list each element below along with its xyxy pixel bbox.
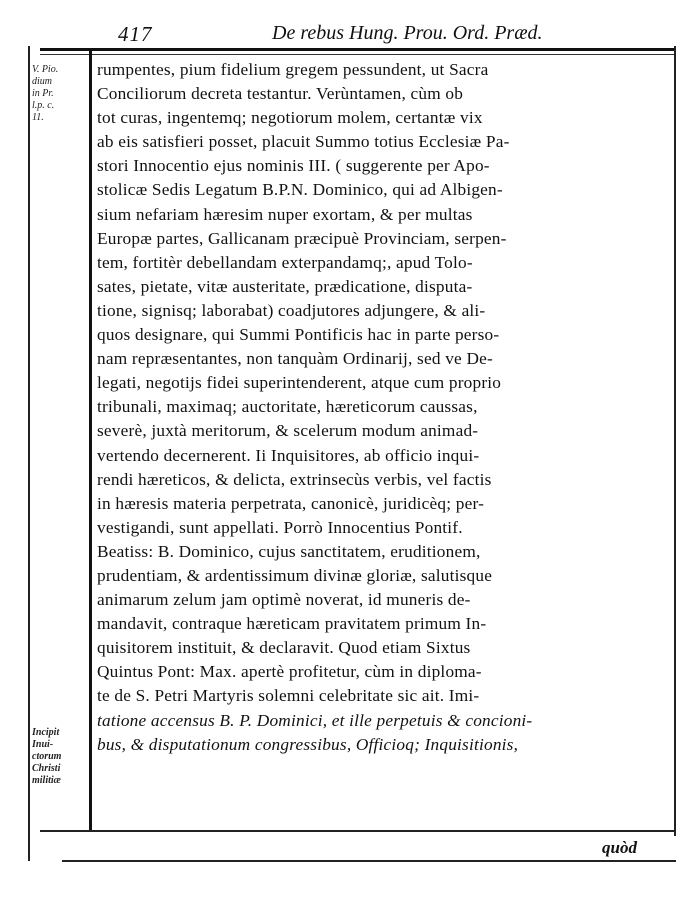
right-frame-rule xyxy=(674,46,676,836)
side-note-line: 11. xyxy=(32,112,44,123)
header-rule xyxy=(40,48,674,51)
text-line: Quintus Pont: Max. apertè profitetur, cùm in diploma- xyxy=(97,662,482,682)
catchword: quòd xyxy=(602,838,637,857)
text-line: Europæ partes, Gallicanam præcipuè Provinciam, serpen- xyxy=(97,228,507,248)
text-line: nam repræsentantes, non tanquàm Ordinarij, sed ve De- xyxy=(97,349,493,369)
text-line: vertendo decernerent. Ii Inquisitores, ab officio inqui- xyxy=(97,445,480,465)
text-line: mandavit, contraque hæreticam pravitatem primum In- xyxy=(97,614,487,634)
text-line: legati, negotijs fidei superintenderent, atque cum proprio xyxy=(97,373,502,393)
text-line: rendi hæreticos, & delicta, extrinsecùs verbis, vel factis xyxy=(97,469,492,489)
text-line: tot curas, ingentemq; negotiorum molem, certantæ vix xyxy=(97,108,483,128)
side-note-line: l.p. c. xyxy=(32,100,55,111)
side-note-incipit xyxy=(32,727,86,787)
body-text xyxy=(97,58,672,757)
left-frame-rule xyxy=(28,46,30,861)
text-line-italic: tatione accensus B. P. Dominici, et ille perpetuis & concioni- xyxy=(97,710,533,730)
running-title: De rebus Hung. Prou. Ord. Præd. xyxy=(272,22,543,44)
text-line: sates, pietate, vitæ austeritate, prædicatione, disputa- xyxy=(97,276,473,296)
text-line: animarum zelum jam optimè noverat, id muneris de- xyxy=(97,590,471,610)
page-number: 417 xyxy=(118,22,153,46)
side-note-line: in Pr. xyxy=(32,88,54,99)
text-line: ab eis satisfieri posset, placuit Summo totius Ecclesiæ Pa- xyxy=(97,132,510,152)
text-line: prudentiam, & ardentissimum divinæ gloriæ, salutisque xyxy=(97,565,493,585)
text-line: te de S. Petri Martyris solemni celebritate sic ait. Imi- xyxy=(97,686,480,706)
text-line-italic: bus, & disputationum congressibus, Officioq; Inquisitionis, xyxy=(97,734,519,754)
side-note-line: Inui- xyxy=(32,739,54,750)
text-line: quos designare, qui Summi Pontificis hac in parte perso- xyxy=(97,325,500,345)
page-header xyxy=(40,20,680,50)
side-note-reference xyxy=(32,64,86,124)
text-line: tem, fortitèr debellandam exterpandamq;, apud Tolo- xyxy=(97,252,473,272)
text-line: vestigandi, sunt appellati. Porrò Innocentius Pontif. xyxy=(97,517,463,537)
text-line: severè, juxtà meritorum, & scelerum modum animad- xyxy=(97,421,479,441)
bottom-rule xyxy=(62,860,676,862)
header-rule-thin xyxy=(40,54,674,55)
side-note-line: ctorum xyxy=(32,751,62,762)
text-line: stori Innocentio ejus nominis III. ( suggerente per Apo- xyxy=(97,156,490,176)
text-line: Beatiss: B. Dominico, cujus sanctitatem, eruditionem, xyxy=(97,541,481,561)
side-note-line: dium xyxy=(32,76,52,87)
footer-rule xyxy=(40,830,674,832)
side-note-line: Christi xyxy=(32,763,61,774)
side-note-line: Incipit xyxy=(32,727,60,738)
margin-rule xyxy=(89,50,92,830)
side-note-line: militiæ xyxy=(32,775,61,786)
text-line: stolicæ Sedis Legatum B.P.N. Dominico, qui ad Albigen- xyxy=(97,180,503,200)
text-line: Conciliorum decreta testantur. Verùntamen, cùm ob xyxy=(97,84,464,104)
text-line: tribunali, maximaq; auctoritate, hæreticorum caussas, xyxy=(97,397,478,417)
text-line: in hæresis materia perpetrata, canonicè, juridicèq; per- xyxy=(97,493,485,513)
side-note-line: V. Pio. xyxy=(32,64,59,75)
text-line: quisitorem instituit, & declaravit. Quod etiam Sixtus xyxy=(97,638,471,658)
text-line: rumpentes, pium fidelium gregem pessundent, ut Sacra xyxy=(97,60,489,79)
text-line: tione, signisq; laborabat) coadjutores adjungere, & ali- xyxy=(97,300,486,320)
text-line: sium nefariam hæresim nuper exortam, & per multas xyxy=(97,204,473,224)
